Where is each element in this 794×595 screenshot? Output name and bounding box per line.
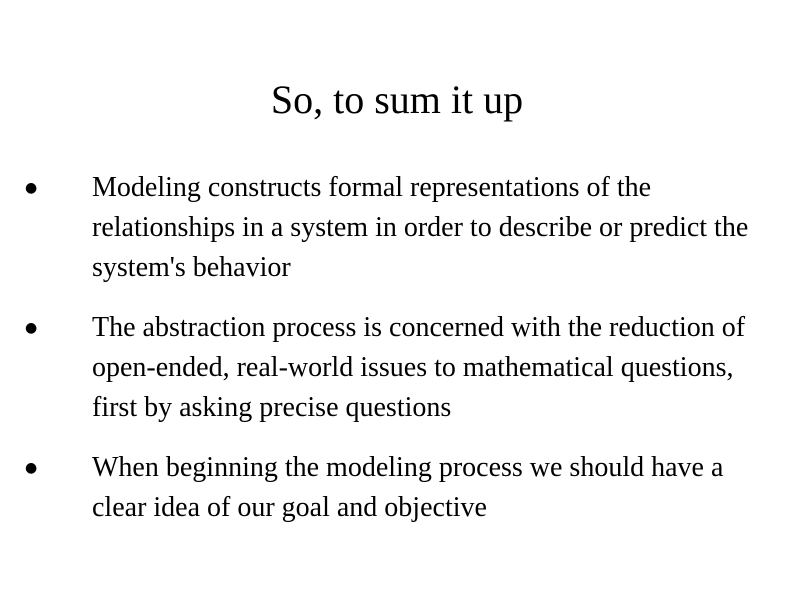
bullet-marker-icon: ● [25, 180, 38, 196]
bullet-marker-icon: ● [25, 320, 38, 336]
bullet-marker-icon: ● [25, 460, 38, 476]
slide-title: So, to sum it up [270, 77, 524, 122]
bullet-list [25, 168, 752, 548]
bullet-item-2 [25, 308, 752, 428]
bullet-text-1: Modeling constructs formal representations of the relationships in a system in order to describe or predict the system's behavior [92, 172, 749, 283]
bullet-item-1 [25, 168, 752, 288]
bullet-text-3: When beginning the modeling process we should have a clear idea of our goal and objective [92, 452, 724, 523]
bullet-item-3 [25, 448, 752, 528]
bullet-text-2: The abstraction process is concerned with the reduction of open-ended, real-world issues to mathematical questions, first by asking precise questions [92, 312, 746, 423]
